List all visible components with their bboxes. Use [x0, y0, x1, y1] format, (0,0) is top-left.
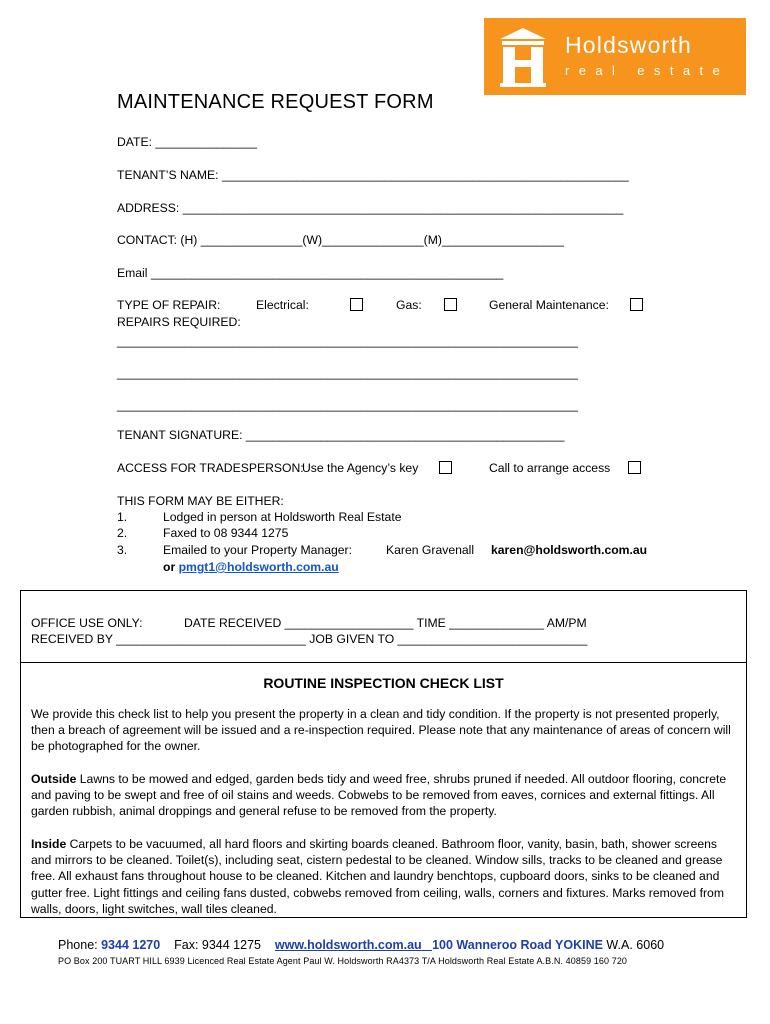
general-maintenance-checkbox[interactable]	[630, 298, 643, 311]
tenant-name-field[interactable]: TENANT’S NAME: ____________________________________________________________	[117, 168, 629, 182]
or-label: or	[163, 560, 176, 574]
checklist-intro: We provide this check list to help you present the property in a clean and tidy condition. If the property is not presented properly, then a breach of agreement will be issued and a re-inspection required. Please note that any maintenance of areas of concern will be photographed for the owner.	[31, 707, 731, 754]
building-h-logo-icon	[498, 26, 548, 88]
footer-address-rest: W.A. 6060	[602, 938, 665, 952]
alt-email-link[interactable]: pmgt1@holdsworth.com.au	[178, 560, 339, 574]
footer-address: 100 Wanneroo Road YOKINE	[432, 938, 603, 952]
company-logo	[484, 18, 746, 95]
page-title: MAINTENANCE REQUEST FORM	[117, 91, 434, 113]
logo-name: Holdsworth	[565, 32, 693, 58]
option-number: 3.	[117, 543, 128, 557]
form-may-be-heading: THIS FORM MAY BE EITHER:	[117, 494, 284, 508]
gas-checkbox[interactable]	[444, 298, 457, 311]
option-text: Faxed to 08 9344 1275	[163, 526, 289, 540]
outside-paragraph	[31, 771, 738, 820]
email-field[interactable]: Email ____________________________________________________	[117, 266, 504, 280]
footer-legal: PO Box 200 TUART HILL 6939 Licenced Real Estate Agent Paul W. Holdsworth RA4373 T/A Holdsworth Real Estate A.B.N. 40859 160 720	[58, 956, 628, 966]
repair-line-1[interactable]: ____________________________________________________________________	[117, 334, 578, 348]
address-field[interactable]: ADDRESS: _________________________________________________________________	[117, 201, 624, 215]
inside-paragraph	[31, 836, 738, 917]
repairs-required-label: REPAIRS REQUIRED:	[117, 315, 241, 329]
outside-text: Lawns to be mowed and edged, garden beds tidy and weed free, shrubs pruned if needed. All outdoor flooring, concrete and paving to be swept and free of oil stains and weeds. Cobwebs to be removed from eaves, cornices and external fittings. All garden rubbish, animal droppings and general refuse to be removed from the property.	[31, 772, 727, 819]
inside-text: Carpets to be vacuumed, all hard floors and skirting boards cleaned. Bathroom floor, vanity, basin, bath, shower screens and mirrors to be cleaned. Toilet(s), including seat, cistern pedestal to be cleaned. Window sills, tracks to be cleaned and grease free. All exhaust fans throughout house to be cleaned. Kitchen and laundry benchtops, cupboard doors, sinks to be cleaned and gutter free. Light fittings and ceiling fans dusted, cobwebs removed from ceiling, walls, corners and fixtures. Marks removed from walls, doors, light switches, wall tiles cleaned.	[31, 837, 724, 916]
date-field[interactable]: DATE: _______________	[117, 135, 258, 149]
alt-email-line	[163, 560, 339, 575]
option-text: Emailed to your Property Manager:	[163, 543, 352, 557]
use-agency-key-checkbox[interactable]	[439, 461, 452, 474]
option-number: 2.	[117, 526, 128, 540]
electrical-label: Electrical:	[256, 298, 309, 312]
date-received-field[interactable]: DATE RECEIVED ___________________ TIME ______________ AM/PM	[184, 616, 587, 630]
use-agency-key-label: Use the Agency’s key	[302, 461, 419, 475]
call-to-arrange-label: Call to arrange access	[489, 461, 611, 475]
manager-email[interactable]: karen@holdsworth.com.au	[491, 543, 648, 557]
phone-number: 9344 1270	[101, 938, 161, 952]
option-text: Lodged in person at Holdsworth Real Estate	[163, 510, 402, 524]
call-to-arrange-checkbox[interactable]	[628, 461, 641, 474]
checklist-title: ROUTINE INSPECTION CHECK LIST	[263, 675, 504, 691]
logo-subtitle: real estate	[565, 63, 730, 78]
gas-label: Gas:	[396, 298, 422, 312]
website-link[interactable]: www.holdsworth.com.au	[274, 938, 422, 952]
repair-line-3[interactable]: ____________________________________________________________________	[117, 398, 578, 412]
general-maintenance-label: General Maintenance:	[489, 298, 609, 312]
office-use-only-label: OFFICE USE ONLY:	[31, 616, 143, 630]
tenant-signature-field[interactable]: TENANT SIGNATURE: _______________________________________________	[117, 428, 565, 442]
outside-label: Outside	[31, 772, 77, 786]
type-of-repair-label: TYPE OF REPAIR:	[117, 298, 221, 312]
contact-field[interactable]: CONTACT: (H) _______________(W)_______________(M)__________________	[117, 233, 564, 247]
access-label: ACCESS FOR TRADESPERSON:	[117, 461, 304, 475]
footer-contact	[58, 938, 664, 952]
inside-label: Inside	[31, 837, 67, 851]
fax-number: Fax: 9344 1275	[174, 938, 261, 952]
repair-line-2[interactable]: ____________________________________________________________________	[117, 366, 578, 380]
divider	[20, 662, 747, 663]
electrical-checkbox[interactable]	[350, 298, 363, 311]
received-by-field[interactable]: RECEIVED BY ____________________________ JOB GIVEN TO ____________________________	[31, 632, 588, 646]
phone-label: Phone:	[58, 938, 98, 952]
option-number: 1.	[117, 510, 128, 524]
manager-name: Karen Gravenall	[386, 543, 475, 557]
